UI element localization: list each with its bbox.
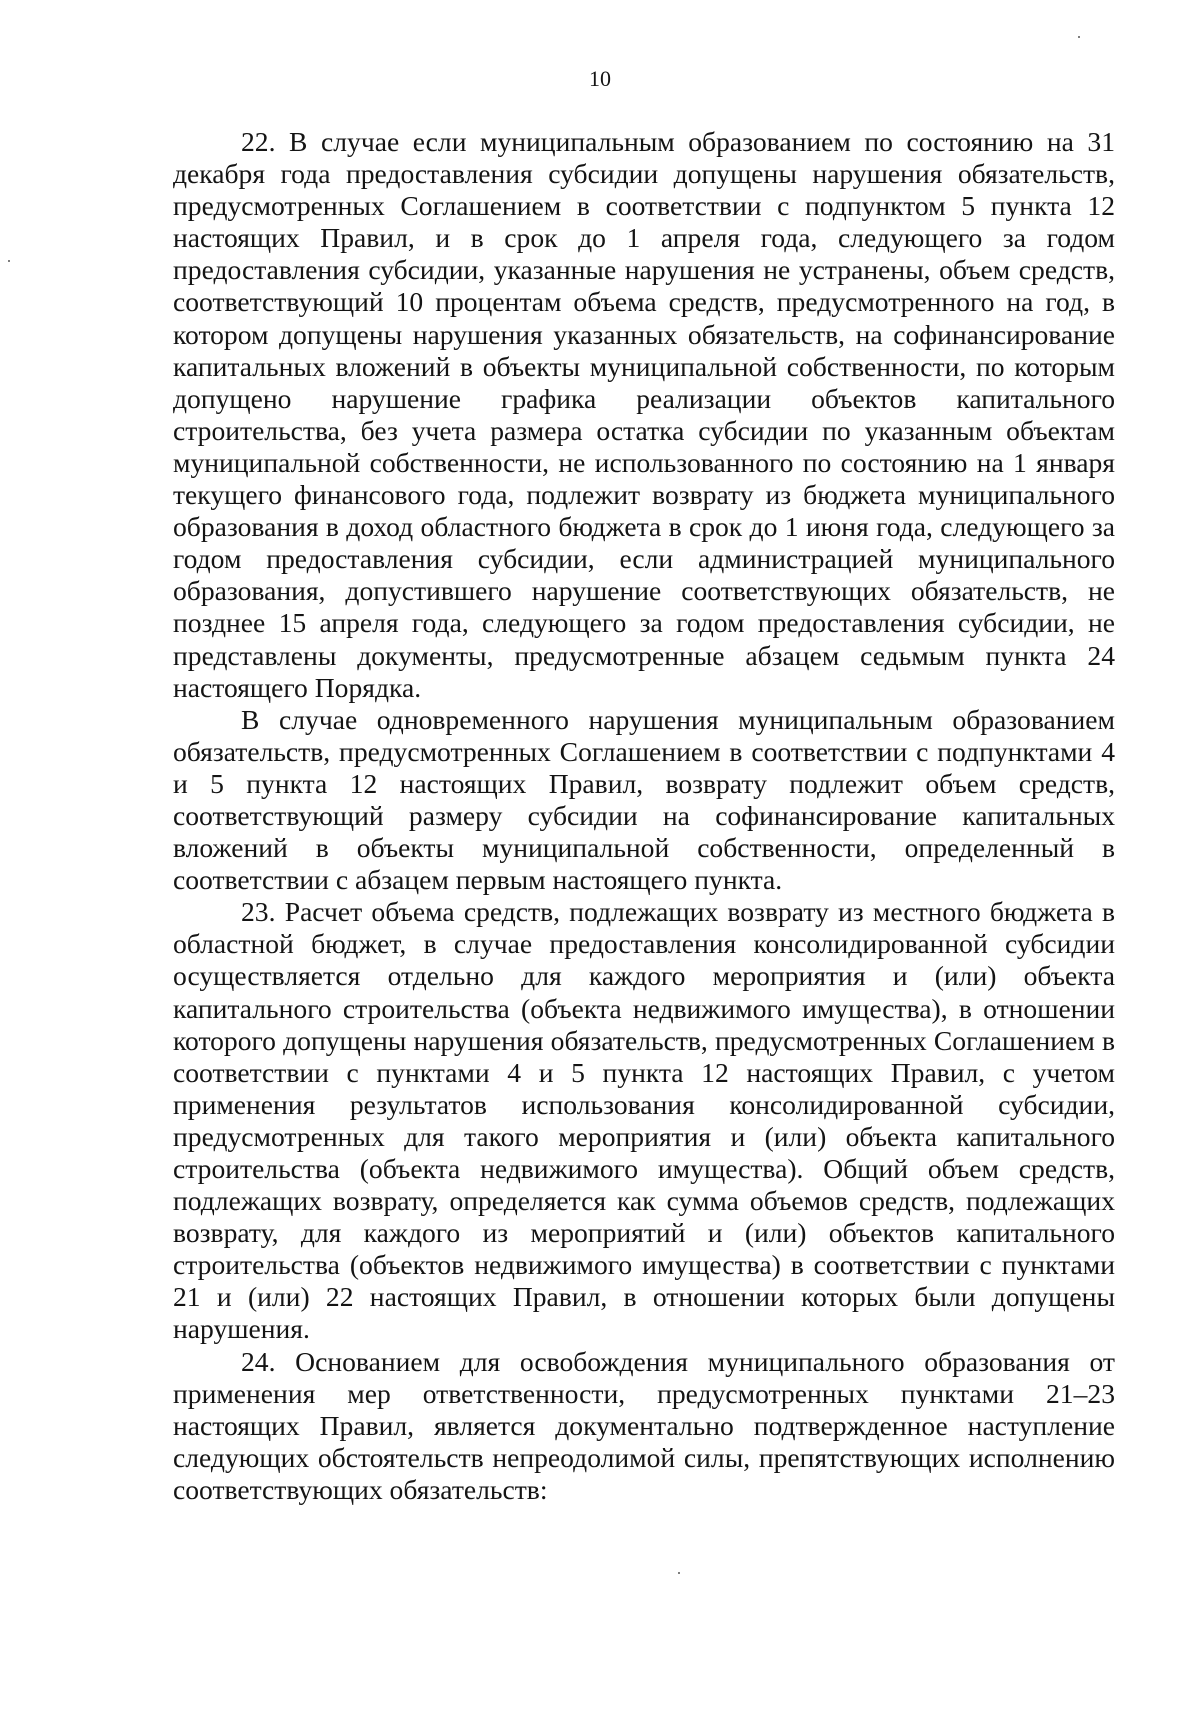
document-body [173,126,1115,1506]
paragraph-23: 23. Расчет объема средств, подлежащих возврату из местного бюджета в областной бюджет, в случае предоставления консолидированной субсидии осуществляется отдельно для каждого мероприятия и (или) объекта капитального строительства (объекта недвижимого имущества), в отношении которого допущены нарушения обязательств, предусмотренных Соглашением в соответствии с пунктами 4 и 5 пункта 12 настоящих Правил, с учетом применения результатов использования консолидированной субсидии, предусмотренных для такого мероприятия и (или) объекта капитального строительства (объекта недвижимого имущества). Общий объем средств, подлежащих возврату, определяется как сумма объемов средств, подлежащих возврату, для каждого из мероприятий и (или) объектов капитального строительства (объектов недвижимого имущества) в соответствии с пунктами 21 и (или) 22 настоящих Правил, в отношении которых были допущены нарушения. [173,896,1115,1345]
paragraph-22: 22. В случае если муниципальным образованием по состоянию на 31 декабря года предоставления субсидии допущены нарушения обязательств, предусмотренных Соглашением в соответствии с подпунктом 5 пункта 12 настоящих Правил, и в срок до 1 апреля года, следующего за годом предоставления субсидии, указанные нарушения не устранены, объем средств, соответствующий 10 процентам объема средств, предусмотренного на год, в котором допущены нарушения указанных обязательств, на софинансирование капитальных вложений в объекты муниципальной собственности, по которым допущено нарушение графика реализации объектов капитального строительства, без учета размера остатка субсидии по указанным объектам муниципальной собственности, не использованного по состоянию на 1 января текущего финансового года, подлежит возврату из бюджета муниципального образования в доход областного бюджета в срок до 1 июня года, следующего за годом предоставления субсидии, если администрацией муниципального образования, допустившего нарушение соответствующих обязательств, не позднее 15 апреля года, следующего за годом предоставления субсидии, не представлены документы, предусмотренные абзацем седьмым пункта 24 настоящего Порядка. [173,126,1115,703]
paragraph-22-continuation: В случае одновременного нарушения муниципальным образованием обязательств, предусмотренных Соглашением в соответствии с подпунктами 4 и 5 пункта 12 настоящих Правил, возврату подлежит объем средств, соответствующий размеру субсидии на софинансирование капитальных вложений в объекты муниципальной собственности, определенный в соответствии с абзацем первым настоящего пункта. [173,703,1115,896]
scan-speck [8,260,10,262]
scan-speck [678,1572,680,1574]
page-number: 10 [589,66,611,91]
scan-speck [1078,36,1080,38]
paragraph-24: 24. Основанием для освобождения муниципального образования от применения мер ответственности, предусмотренных пунктами 21–23 настоящих Правил, является документально подтвержденное наступление следующих обстоятельств непреодолимой силы, препятствующих исполнению соответствующих обязательств: [173,1345,1115,1505]
